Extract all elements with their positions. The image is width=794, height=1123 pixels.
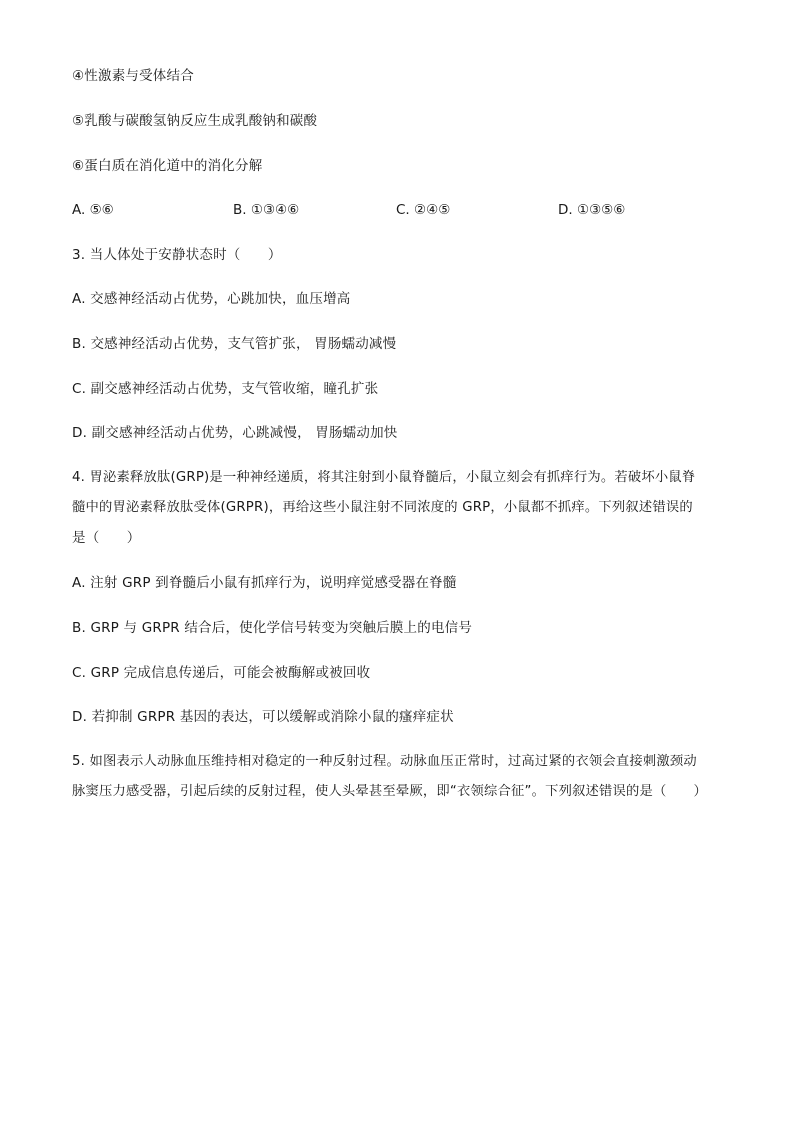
q3-option-a: A. 交感神经活动占优势，心跳加快，血压增高: [72, 291, 351, 307]
list-item-5: ⑤乳酸与碳酸氢钠反应生成乳酸钠和碳酸: [72, 113, 318, 129]
list-item-4: ④性激素与受体结合: [72, 68, 194, 84]
q3-stem: 3. 当人体处于安静状态时（ ）: [72, 247, 282, 263]
q4-stem-line-2: 髓中的胃泌素释放肽受体(GRPR)，再给这些小鼠注射不同浓度的 GRP，小鼠都不抓痒。下列叙述错误的: [72, 500, 693, 515]
q2-option-c: C. ②④⑤: [396, 202, 451, 218]
q5-stem-line-1: 5. 如图表示人动脉血压维持相对稳定的一种反射过程。动脉血压正常时，过高过紧的衣领会直接刺激颈动: [72, 754, 697, 769]
q4-option-a: A. 注射 GRP 到脊髓后小鼠有抓痒行为，说明痒觉感受器在脊髓: [72, 575, 457, 591]
q3-option-b: B. 交感神经活动占优势，支气管扩张， 胃肠蠕动减慢: [72, 336, 397, 352]
q2-option-b: B. ①③④⑥: [233, 202, 300, 218]
q4-stem-line-1: 4. 胃泌素释放肽(GRP)是一种神经递质，将其注射到小鼠脊髓后，小鼠立刻会有抓痒行为。若破坏小鼠脊: [72, 470, 696, 485]
q5-stem-line-2: 脉窦压力感受器，引起后续的反射过程，使人头晕甚至晕厥，即“衣领综合征”。下列叙述错误的是（ ）: [72, 784, 708, 799]
q3-option-c: C. 副交感神经活动占优势，支气管收缩，瞳孔扩张: [72, 381, 379, 397]
q4-option-b: B. GRP 与 GRPR 结合后，使化学信号转变为突触后膜上的电信号: [72, 620, 473, 636]
q3-option-d: D. 副交感神经活动占优势，心跳减慢， 胃肠蠕动加快: [72, 425, 398, 441]
q4-stem-line-3: 是（ ）: [72, 530, 141, 546]
q4-option-c: C. GRP 完成信息传递后，可能会被酶解或被回收: [72, 665, 371, 681]
list-item-6: ⑥蛋白质在消化道中的消化分解: [72, 158, 263, 174]
q2-option-d: D. ①③⑤⑥: [558, 202, 626, 218]
q2-option-a: A. ⑤⑥: [72, 202, 114, 218]
q4-option-d: D. 若抑制 GRPR 基因的表达，可以缓解或消除小鼠的瘙痒症状: [72, 709, 454, 725]
